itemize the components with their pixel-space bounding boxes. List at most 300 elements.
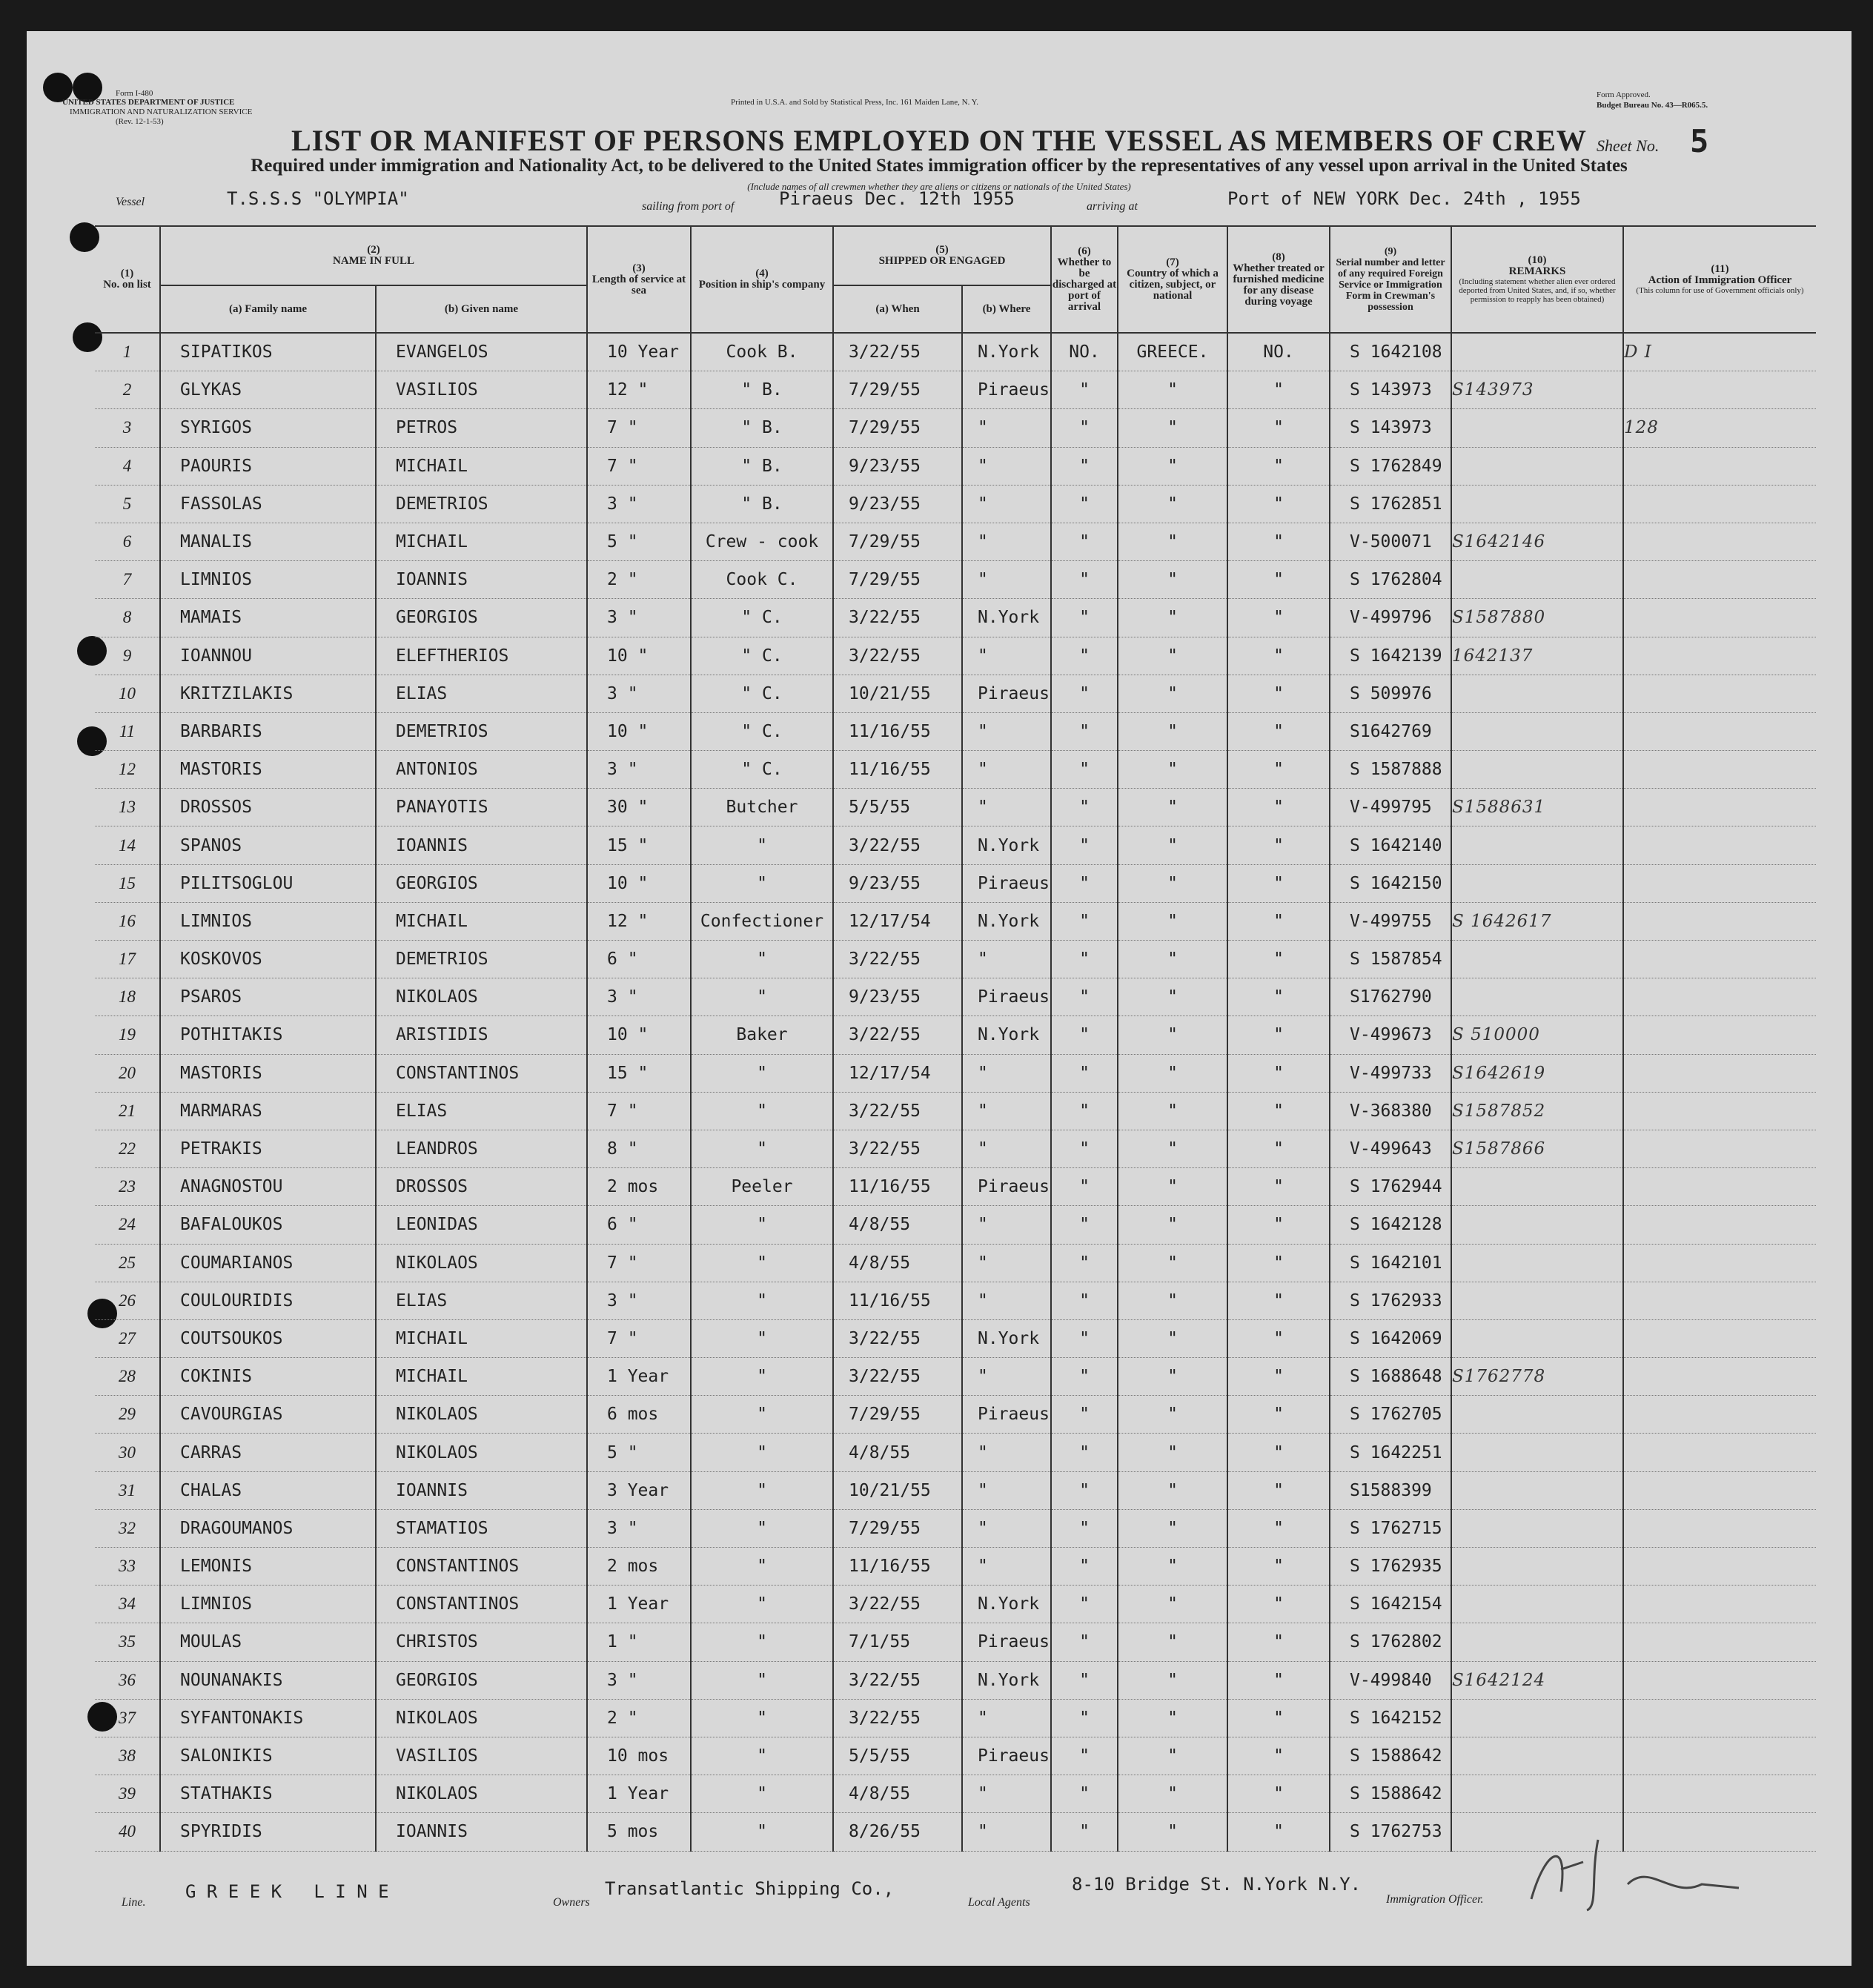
remarks <box>1451 1737 1623 1775</box>
line-label: Line. <box>122 1896 146 1909</box>
ship-position: Baker <box>691 1016 833 1054</box>
medicine: " <box>1227 1737 1330 1775</box>
country: " <box>1118 409 1227 447</box>
country: " <box>1118 1168 1227 1206</box>
shipped-when: 12/17/54 <box>833 902 962 940</box>
discharged: " <box>1051 1586 1118 1623</box>
family-name: SYRIGOS <box>160 409 376 447</box>
remarks <box>1451 409 1623 447</box>
officer-action <box>1623 371 1816 409</box>
shipped-where: " <box>962 1699 1051 1737</box>
discharged: " <box>1051 1130 1118 1167</box>
officer-action <box>1623 1054 1816 1092</box>
shipped-when: 9/23/55 <box>833 447 962 485</box>
remarks: S1642619 <box>1451 1054 1623 1092</box>
remarks <box>1451 1586 1623 1623</box>
given-name: NIKOLAOS <box>376 1775 587 1813</box>
service-length: 6 " <box>587 941 691 978</box>
country: " <box>1118 1471 1227 1509</box>
medicine: " <box>1227 561 1330 599</box>
row-number: 33 <box>95 1548 160 1586</box>
shipped-where: " <box>962 637 1051 675</box>
shipped-where: N.York <box>962 1661 1051 1699</box>
remarks: 1642137 <box>1451 637 1623 675</box>
discharged: " <box>1051 864 1118 902</box>
arriving-port: Port of NEW YORK Dec. 24th , 1955 <box>1227 188 1581 209</box>
serial-number: S 1762715 <box>1330 1509 1451 1547</box>
country: " <box>1118 1586 1227 1623</box>
family-name: COUMARIANOS <box>160 1244 376 1282</box>
medicine: " <box>1227 941 1330 978</box>
family-name: MARMARAS <box>160 1092 376 1130</box>
table-row <box>95 751 1816 789</box>
given-name: LEONIDAS <box>376 1206 587 1244</box>
discharged: " <box>1051 485 1118 523</box>
shipped-where: " <box>962 447 1051 485</box>
country: " <box>1118 1319 1227 1357</box>
row-number: 18 <box>95 978 160 1016</box>
country: " <box>1118 712 1227 750</box>
table-row <box>95 637 1816 675</box>
discharged: " <box>1051 1168 1118 1206</box>
shipped-when: 7/29/55 <box>833 1396 962 1434</box>
table-row <box>95 941 1816 978</box>
medicine: " <box>1227 1396 1330 1434</box>
shipped-when: 4/8/55 <box>833 1775 962 1813</box>
service-length: 7 " <box>587 409 691 447</box>
shipped-where: " <box>962 1548 1051 1586</box>
given-name: CHRISTOS <box>376 1623 587 1661</box>
row-number: 36 <box>95 1661 160 1699</box>
row-number: 2 <box>95 371 160 409</box>
row-number: 35 <box>95 1623 160 1661</box>
family-name: DRAGOUMANOS <box>160 1509 376 1547</box>
ship-position: " <box>691 1813 833 1851</box>
officer-action <box>1623 1661 1816 1699</box>
shipped-when: 7/29/55 <box>833 371 962 409</box>
discharged: " <box>1051 1661 1118 1699</box>
officer-signature <box>1516 1818 1754 1914</box>
row-number: 39 <box>95 1775 160 1813</box>
ship-position: " C. <box>691 599 833 637</box>
officer-action: D I <box>1623 333 1816 371</box>
family-name: KRITZILAKIS <box>160 675 376 712</box>
discharged: " <box>1051 523 1118 560</box>
remarks <box>1451 1434 1623 1471</box>
family-name: LIMNIOS <box>160 902 376 940</box>
remarks <box>1451 561 1623 599</box>
service-length: 2 " <box>587 1699 691 1737</box>
officer-action <box>1623 751 1816 789</box>
family-name: PAOURIS <box>160 447 376 485</box>
row-number: 26 <box>95 1282 160 1319</box>
medicine: " <box>1227 485 1330 523</box>
row-number: 11 <box>95 712 160 750</box>
shipped-where: Piraeus <box>962 371 1051 409</box>
country: " <box>1118 941 1227 978</box>
medicine: " <box>1227 826 1330 864</box>
discharged: " <box>1051 1206 1118 1244</box>
ship-position: " <box>691 1623 833 1661</box>
ship-position: Butcher <box>691 789 833 826</box>
shipped-when: 3/22/55 <box>833 1319 962 1357</box>
col-shipped-header: (5) SHIPPED OR ENGAGED <box>833 226 1051 285</box>
shipped-where: Piraeus <box>962 1396 1051 1434</box>
family-name: SIPATIKOS <box>160 333 376 371</box>
shipped-when: 3/22/55 <box>833 826 962 864</box>
ship-position: " <box>691 1548 833 1586</box>
given-name: PETROS <box>376 409 587 447</box>
serial-number: V-368380 <box>1330 1092 1451 1130</box>
discharged: " <box>1051 1623 1118 1661</box>
serial-number: S 1762935 <box>1330 1548 1451 1586</box>
ship-position: Cook C. <box>691 561 833 599</box>
discharged: " <box>1051 1016 1118 1054</box>
row-number: 15 <box>95 864 160 902</box>
discharged: " <box>1051 447 1118 485</box>
ship-position: " <box>691 1244 833 1282</box>
shipped-where: " <box>962 1244 1051 1282</box>
country: " <box>1118 447 1227 485</box>
discharged: " <box>1051 789 1118 826</box>
table-row <box>95 826 1816 864</box>
service-length: 10 mos <box>587 1737 691 1775</box>
medicine: " <box>1227 1661 1330 1699</box>
officer-action <box>1623 902 1816 940</box>
medicine: " <box>1227 637 1330 675</box>
ship-position: " <box>691 1206 833 1244</box>
officer-action <box>1623 1699 1816 1737</box>
remarks <box>1451 1471 1623 1509</box>
remarks <box>1451 1319 1623 1357</box>
col-action-header: (11) Action of Immigration Officer (This column for use of Government officials only) <box>1623 226 1816 333</box>
family-name: CARRAS <box>160 1434 376 1471</box>
row-number: 14 <box>95 826 160 864</box>
shipped-where: Piraeus <box>962 1168 1051 1206</box>
remarks: S1588631 <box>1451 789 1623 826</box>
serial-number: S1642769 <box>1330 712 1451 750</box>
family-name: COUTSOUKOS <box>160 1319 376 1357</box>
country: " <box>1118 864 1227 902</box>
serial-number: S 1762851 <box>1330 485 1451 523</box>
col-medicine-header: (8) Whether treated or furnished medicine for any disease during voyage <box>1227 226 1330 333</box>
family-name: PETRAKIS <box>160 1130 376 1167</box>
remarks <box>1451 1244 1623 1282</box>
shipped-when: 3/22/55 <box>833 1358 962 1396</box>
sheet-label: Sheet No. <box>1597 136 1660 155</box>
col-when-header: (a) When <box>833 285 962 333</box>
shipped-when: 11/16/55 <box>833 712 962 750</box>
family-name: MASTORIS <box>160 751 376 789</box>
shipped-when: 3/22/55 <box>833 1699 962 1737</box>
given-name: GEORGIOS <box>376 1661 587 1699</box>
service-length: 10 " <box>587 637 691 675</box>
remarks <box>1451 1775 1623 1813</box>
country: " <box>1118 523 1227 560</box>
given-name: ANTONIOS <box>376 751 587 789</box>
service-length: 7 " <box>587 1244 691 1282</box>
discharged: " <box>1051 1434 1118 1471</box>
table-row <box>95 789 1816 826</box>
table-row <box>95 1092 1816 1130</box>
col-country-header: (7) Country of which a citizen, subject, or national <box>1118 226 1227 333</box>
discharged: " <box>1051 1358 1118 1396</box>
discharged: " <box>1051 637 1118 675</box>
service-length: 12 " <box>587 902 691 940</box>
row-number: 30 <box>95 1434 160 1471</box>
medicine: " <box>1227 1471 1330 1509</box>
row-number: 17 <box>95 941 160 978</box>
serial-number: S 1688648 <box>1330 1358 1451 1396</box>
table-row <box>95 333 1816 371</box>
shipped-when: 7/29/55 <box>833 1509 962 1547</box>
row-number: 13 <box>95 789 160 826</box>
country: " <box>1118 1396 1227 1434</box>
officer-action: 128 <box>1623 409 1816 447</box>
given-name: IOANNIS <box>376 561 587 599</box>
remarks <box>1451 1548 1623 1586</box>
col-remarks-header: (10) REMARKS (Including statement whether alien ever ordered deported from United States, and, if so, whether permission to reapply has been obtained) <box>1451 226 1623 333</box>
table-row <box>95 1319 1816 1357</box>
shipped-when: 8/26/55 <box>833 1813 962 1851</box>
remarks <box>1451 1509 1623 1547</box>
serial-number: S 1588642 <box>1330 1775 1451 1813</box>
medicine: " <box>1227 599 1330 637</box>
remarks <box>1451 485 1623 523</box>
row-number: 6 <box>95 523 160 560</box>
officer-action <box>1623 1130 1816 1167</box>
discharged: " <box>1051 751 1118 789</box>
table-row <box>95 1548 1816 1586</box>
row-number: 28 <box>95 1358 160 1396</box>
shipped-where: " <box>962 1282 1051 1319</box>
serial-number: S 1642108 <box>1330 333 1451 371</box>
officer-action <box>1623 1319 1816 1357</box>
country: " <box>1118 1737 1227 1775</box>
medicine: " <box>1227 1016 1330 1054</box>
family-name: KOSKOVOS <box>160 941 376 978</box>
discharged: " <box>1051 1092 1118 1130</box>
medicine: " <box>1227 409 1330 447</box>
ship-position: " B. <box>691 485 833 523</box>
given-name: VASILIOS <box>376 1737 587 1775</box>
ship-position: " <box>691 1319 833 1357</box>
table-row <box>95 523 1816 560</box>
serial-number: V-499673 <box>1330 1016 1451 1054</box>
country: " <box>1118 1130 1227 1167</box>
country: " <box>1118 1699 1227 1737</box>
officer-action <box>1623 1244 1816 1282</box>
service-length: 7 " <box>587 1319 691 1357</box>
service-length: 3 " <box>587 1661 691 1699</box>
shipped-where: Piraeus <box>962 675 1051 712</box>
table-row <box>95 1434 1816 1471</box>
country: " <box>1118 1661 1227 1699</box>
officer-action <box>1623 485 1816 523</box>
medicine: " <box>1227 1775 1330 1813</box>
medicine: " <box>1227 1548 1330 1586</box>
budget-bureau: Budget Bureau No. 43—R065.5. <box>1597 101 1708 110</box>
medicine: " <box>1227 1282 1330 1319</box>
row-number: 32 <box>95 1509 160 1547</box>
country: " <box>1118 1434 1227 1471</box>
discharged: NO. <box>1051 333 1118 371</box>
medicine: " <box>1227 1358 1330 1396</box>
discharged: " <box>1051 1775 1118 1813</box>
shipped-when: 11/16/55 <box>833 1168 962 1206</box>
medicine: " <box>1227 1206 1330 1244</box>
serial-number: S 1762933 <box>1330 1282 1451 1319</box>
service-length: 1 " <box>587 1623 691 1661</box>
medicine: " <box>1227 1699 1330 1737</box>
medicine: " <box>1227 978 1330 1016</box>
family-name: COKINIS <box>160 1358 376 1396</box>
medicine: " <box>1227 1434 1330 1471</box>
shipped-where: N.York <box>962 902 1051 940</box>
ship-position: " B. <box>691 371 833 409</box>
ship-position: " <box>691 1130 833 1167</box>
discharged: " <box>1051 1471 1118 1509</box>
medicine: " <box>1227 371 1330 409</box>
remarks <box>1451 1396 1623 1434</box>
officer-action <box>1623 447 1816 485</box>
table-row <box>95 561 1816 599</box>
remarks <box>1451 978 1623 1016</box>
row-number: 8 <box>95 599 160 637</box>
family-name: POTHITAKIS <box>160 1016 376 1054</box>
ship-position: " <box>691 978 833 1016</box>
shipped-when: 3/22/55 <box>833 1016 962 1054</box>
ship-position: " <box>691 1434 833 1471</box>
service-length: 3 " <box>587 1509 691 1547</box>
manifest-sheet <box>27 31 1852 1966</box>
ship-position: " <box>691 1661 833 1699</box>
ship-position: " <box>691 1699 833 1737</box>
subtitle-note: (Include names of all crewmen whether they are aliens or citizens or nationals of the United States) <box>747 181 1131 192</box>
shipped-where: " <box>962 561 1051 599</box>
shipped-where: " <box>962 941 1051 978</box>
row-number: 9 <box>95 637 160 675</box>
medicine: " <box>1227 1586 1330 1623</box>
service-length: 10 " <box>587 1016 691 1054</box>
discharged: " <box>1051 712 1118 750</box>
row-number: 21 <box>95 1092 160 1130</box>
shipped-where: " <box>962 409 1051 447</box>
row-number: 4 <box>95 447 160 485</box>
table-row <box>95 1775 1816 1813</box>
shipped-where: " <box>962 523 1051 560</box>
given-name: IOANNIS <box>376 1813 587 1851</box>
family-name: CAVOURGIAS <box>160 1396 376 1434</box>
table-row <box>95 978 1816 1016</box>
family-name: LIMNIOS <box>160 561 376 599</box>
given-name: CONSTANTINOS <box>376 1054 587 1092</box>
given-name: MICHAIL <box>376 447 587 485</box>
table-row <box>95 1016 1816 1054</box>
remarks <box>1451 1623 1623 1661</box>
shipped-where: " <box>962 1358 1051 1396</box>
row-number: 10 <box>95 675 160 712</box>
ship-position: " <box>691 1737 833 1775</box>
form-revision: (Rev. 12-1-53) <box>116 117 164 126</box>
remarks <box>1451 447 1623 485</box>
officer-action <box>1623 1509 1816 1547</box>
subtitle: Required under immigration and Nationality Act, to be delivered to the United States immigration officer by the representatives of any vessel upon arrival in the United States <box>251 156 1628 176</box>
remarks <box>1451 712 1623 750</box>
family-name: SALONIKIS <box>160 1737 376 1775</box>
remarks: S 510000 <box>1451 1016 1623 1054</box>
form-number: Form I-480 <box>116 89 153 98</box>
remarks <box>1451 333 1623 371</box>
family-name: IOANNOU <box>160 637 376 675</box>
serial-number: S 1642251 <box>1330 1434 1451 1471</box>
row-number: 19 <box>95 1016 160 1054</box>
remarks: S1587880 <box>1451 599 1623 637</box>
table-row <box>95 1282 1816 1319</box>
table-row <box>95 371 1816 409</box>
medicine: NO. <box>1227 333 1330 371</box>
page-title: LIST OR MANIFEST OF PERSONS EMPLOYED ON THE VESSEL AS MEMBERS OF CREW <box>291 124 1587 157</box>
shipped-where: " <box>962 789 1051 826</box>
serial-number: S 1642154 <box>1330 1586 1451 1623</box>
serial-number: S 1642128 <box>1330 1206 1451 1244</box>
owners-name: Transatlantic Shipping Co., <box>605 1878 895 1899</box>
officer-action <box>1623 789 1816 826</box>
country: " <box>1118 1244 1227 1282</box>
row-number: 37 <box>95 1699 160 1737</box>
remarks <box>1451 1206 1623 1244</box>
medicine: " <box>1227 1092 1330 1130</box>
ship-position: " <box>691 826 833 864</box>
table-row <box>95 1244 1816 1282</box>
given-name: GEORGIOS <box>376 864 587 902</box>
table-row <box>95 1737 1816 1775</box>
serial-number: S 1762705 <box>1330 1396 1451 1434</box>
printer-credit: Printed in U.S.A. and Sold by Statistical Press, Inc. 161 Maiden Lane, N. Y. <box>731 98 978 107</box>
family-name: LEMONIS <box>160 1548 376 1586</box>
service-length: 5 " <box>587 523 691 560</box>
serial-number: V-499733 <box>1330 1054 1451 1092</box>
discharged: " <box>1051 826 1118 864</box>
discharged: " <box>1051 978 1118 1016</box>
table-row <box>95 1509 1816 1547</box>
shipped-when: 3/22/55 <box>833 941 962 978</box>
serial-number: S 1642140 <box>1330 826 1451 864</box>
shipped-when: 9/23/55 <box>833 864 962 902</box>
service-length: 1 Year <box>587 1358 691 1396</box>
discharged: " <box>1051 1509 1118 1547</box>
remarks <box>1451 941 1623 978</box>
discharged: " <box>1051 1737 1118 1775</box>
family-name: GLYKAS <box>160 371 376 409</box>
vessel-label: Vessel <box>116 196 145 208</box>
country: " <box>1118 1206 1227 1244</box>
table-row <box>95 1661 1816 1699</box>
sheet-number: 5 <box>1690 123 1709 159</box>
given-name: MICHAIL <box>376 1319 587 1357</box>
ship-position: " <box>691 1358 833 1396</box>
officer-action <box>1623 1396 1816 1434</box>
given-name: NIKOLAOS <box>376 1434 587 1471</box>
service-length: 3 " <box>587 978 691 1016</box>
table-row <box>95 864 1816 902</box>
table-row <box>95 599 1816 637</box>
family-name: FASSOLAS <box>160 485 376 523</box>
family-name: MOULAS <box>160 1623 376 1661</box>
given-name: IOANNIS <box>376 826 587 864</box>
officer-action <box>1623 712 1816 750</box>
ship-position: Cook B. <box>691 333 833 371</box>
